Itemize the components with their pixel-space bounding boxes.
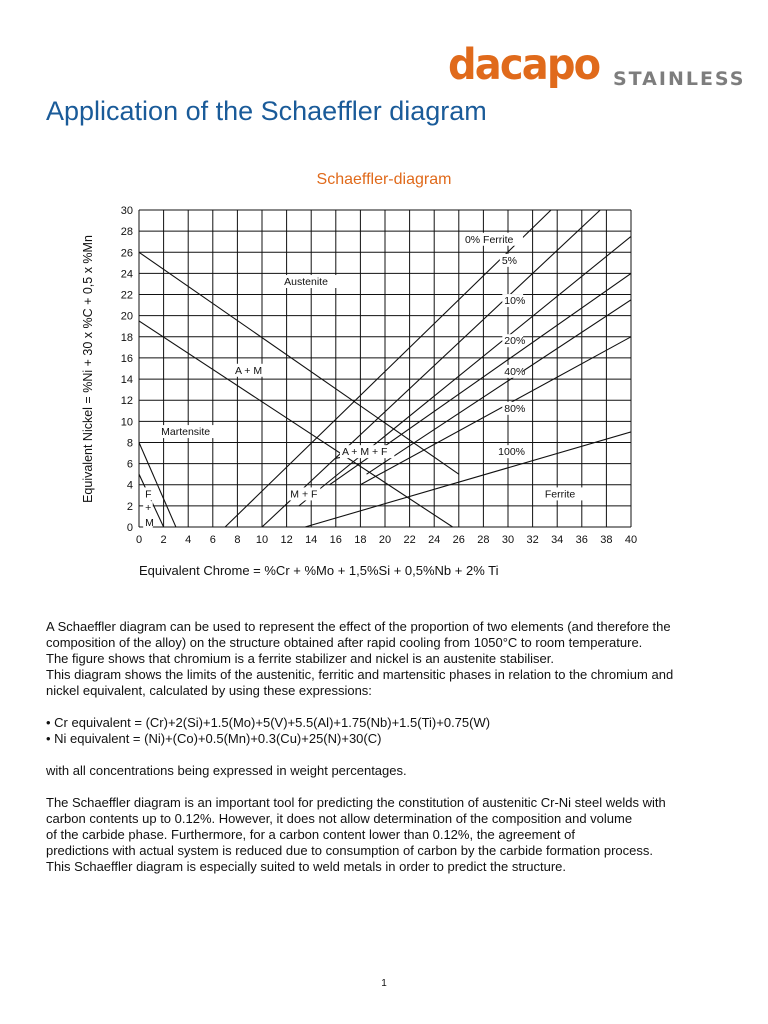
x-tick-label: 6 [209,534,216,546]
y-tick-label: 12 [120,395,133,408]
x-tick-label: 8 [234,534,241,546]
annotation-label: Ferrite [544,488,576,501]
x-tick-label: 0 [135,534,143,546]
text-line: A Schaeffler diagram can be used to represent the effect of the proportion of two elements (and therefore the [46,619,671,634]
phase-boundary-line [299,233,631,505]
brand-name: dacapo [448,40,600,90]
text-line: nickel equivalent, calculated by using these expressions: [46,683,372,698]
y-tick-label: 8 [126,437,133,450]
annotation-label: Austenite [284,276,328,289]
x-tick-label: 20 [378,534,392,546]
y-tick-label: 20 [120,310,133,323]
page-number: 1 [381,978,387,989]
schaeffler-chart [0,195,768,555]
annotation-label: A + M + F [341,446,388,459]
body-text [46,619,726,891]
text-line: composition of the alloy) on the structure obtained after rapid cooling from 1050°C to room temperature. [46,635,643,650]
y-tick-label: 22 [120,289,133,302]
annotation-label: Martensite [161,426,211,439]
y-tick-label: 0 [126,522,133,534]
x-tick-label: 40 [624,534,638,546]
x-tick-label: 30 [501,534,515,546]
y-tick-label: 26 [120,247,133,260]
annotation-label: M [145,516,154,529]
page-title: Application of the Schaeffler diagram [46,96,487,126]
annotation-label: F [145,488,152,501]
text-line: The Schaeffler diagram is an important tool for predicting the constitution of austenitic Cr-Ni steel welds with [46,795,666,810]
ni-equivalent-formula: • Ni equivalent = (Ni)+(Co)+0.5(Mn)+0.3(Cu)+25(N)+30(C) [46,731,382,746]
y-tick-label: 16 [120,352,133,365]
annotation-label: 0% Ferrite [464,233,514,246]
annotation-label: 100% [498,446,526,459]
annotation-label: A + M [234,364,263,377]
text-line: predictions with actual system is reduced due to consumption of carbon by the carbide formation process. [46,843,653,858]
y-tick-label: 14 [120,374,133,387]
y-tick-label: 4 [126,479,133,492]
x-tick-label: 22 [403,534,416,546]
paragraph-units: with all concentrations being expressed in weight percentages. [46,763,407,778]
annotation-label: 40% [504,365,526,378]
y-tick-label: 10 [120,416,133,429]
y-tick-label: 30 [120,205,133,217]
x-tick-label: 16 [329,534,342,546]
phase-boundary-line [262,210,600,527]
brand-subtitle: STAINLESS [613,68,746,90]
brand-logo [448,40,746,90]
x-tick-label: 32 [526,534,539,546]
cr-equivalent-formula: • Cr equivalent = (Cr)+2(Si)+1.5(Mo)+5(V)+5.5(Al)+1.75(Nb)+1.5(Ti)+0.75(W) [46,715,491,730]
x-tick-label: 10 [255,534,269,546]
x-axis-label: Equivalent Chrome = %Cr + %Mo + 1,5%Si + 0,5%Nb + 2% Ti [139,563,499,578]
y-tick-label: 18 [120,331,133,344]
text-line: carbon contents up to 0.12%. However, it does not allow determination of the composition and volume [46,811,633,826]
x-tick-label: 36 [575,534,588,546]
text-line: This Schaeffler diagram is especially suited to weld metals in order to predict the structure. [46,859,566,874]
annotation-label: 5% [501,254,518,267]
y-tick-label: 24 [120,268,133,281]
y-tick-label: 2 [126,500,133,513]
y-tick-label: 28 [120,226,133,239]
x-tick-label: 26 [452,534,465,546]
x-tick-label: 28 [477,534,490,546]
text-line: This diagram shows the limits of the austenitic, ferritic and martensitic phases in relation to the chromium and [46,667,674,682]
x-tick-label: 18 [354,534,367,546]
chart-title: Schaeffler-diagram [316,171,452,188]
x-tick-label: 12 [280,534,293,546]
x-tick-label: 38 [600,534,613,546]
x-tick-label: 2 [160,534,167,546]
annotation-label: M + F [290,488,318,501]
text-line: of the carbide phase. Furthermore, for a carbon content lower than 0.12%, the agreement of [46,827,575,842]
annotation-label: 10% [504,295,526,308]
x-tick-label: 14 [305,534,318,546]
y-axis-label: Equivalent Nickel = %Ni + 30 x %C + 0,5 x %Mn [81,235,95,503]
annotation-label: + [145,502,152,515]
annotation-label: 20% [504,335,526,348]
annotation-label: 80% [504,402,526,415]
y-tick-label: 6 [126,458,133,471]
phase-boundary-line [360,337,631,485]
x-tick-label: 24 [428,534,441,546]
text-line: The figure shows that chromium is a ferrite stabilizer and nickel is an austenite stabiliser. [46,651,554,666]
paragraph-intro [46,619,726,699]
x-tick-label: 4 [185,534,192,546]
x-tick-label: 34 [551,534,564,546]
paragraph-tool [46,795,726,875]
